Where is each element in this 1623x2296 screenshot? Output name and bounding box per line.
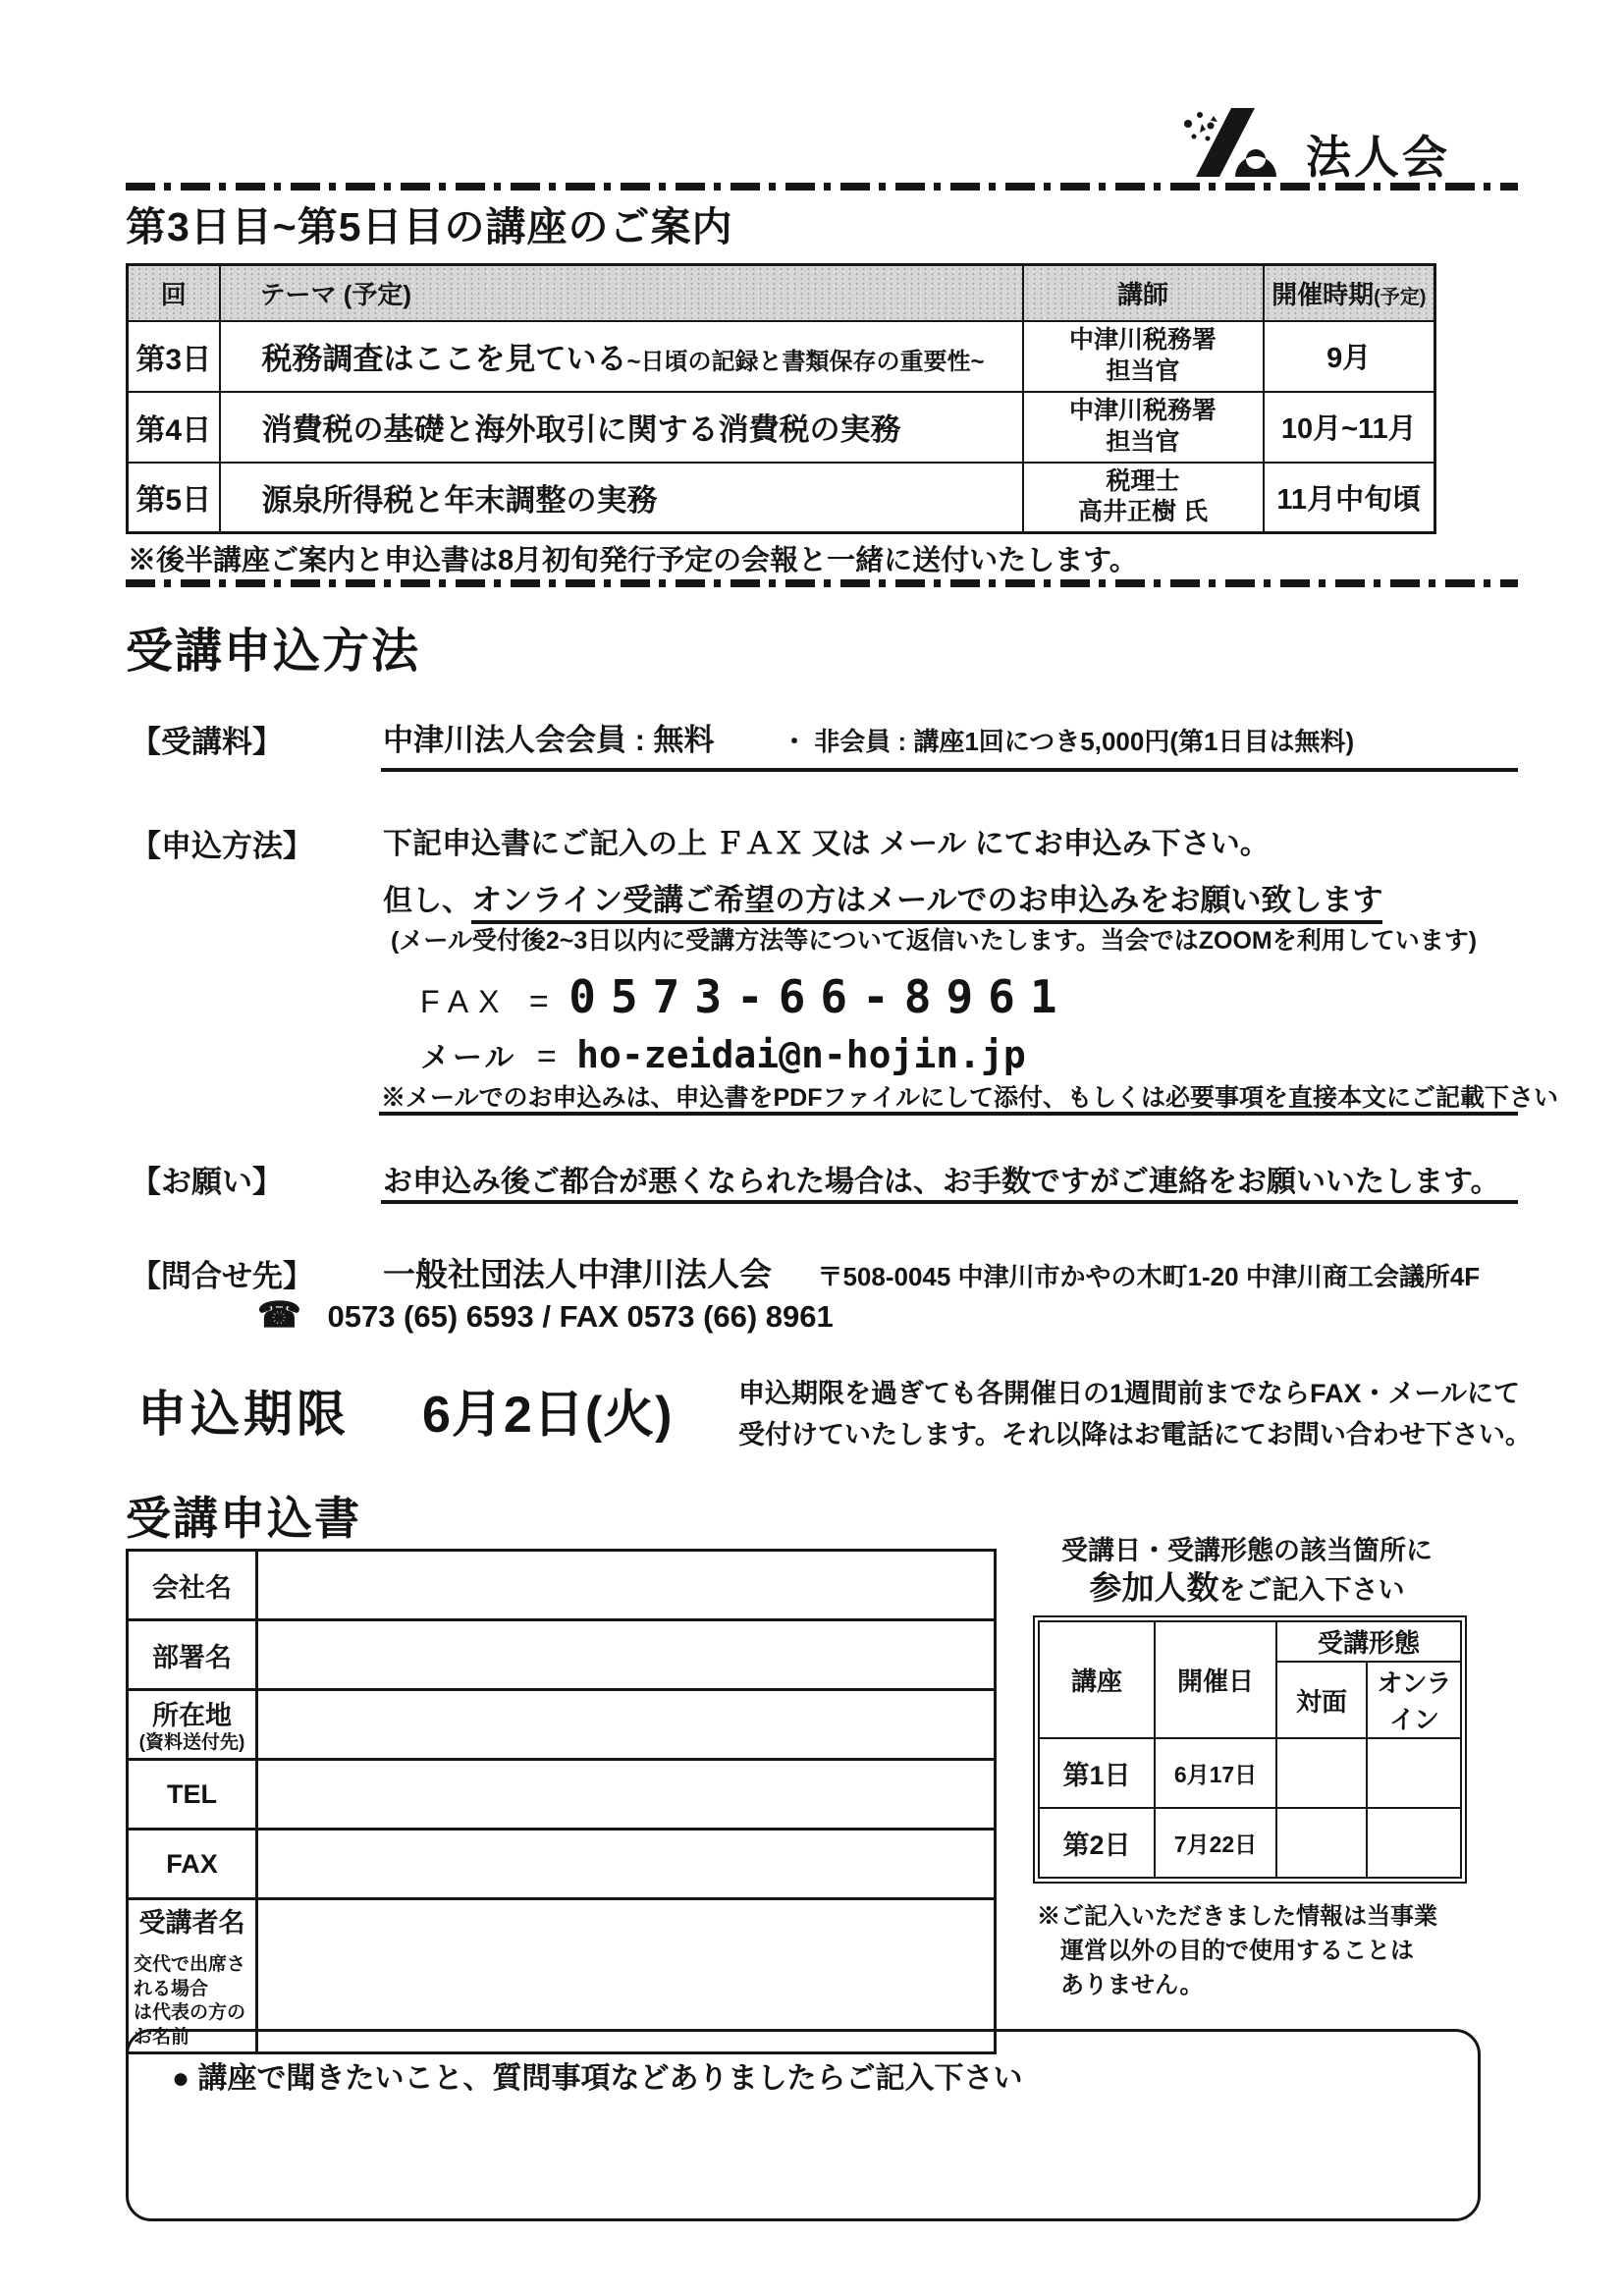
col-header-theme: テーマ (予定)	[220, 265, 1023, 321]
tel-label: TEL	[128, 1760, 257, 1830]
dash-dot-divider-middle	[126, 579, 1518, 587]
session-label: 第3日	[128, 321, 220, 392]
company-name-input-cell	[257, 1551, 996, 1620]
session-selection-table-frame	[1033, 1615, 1467, 1884]
course-guide-title: 第3日目~第5日目の講座のご案内	[126, 204, 733, 249]
mail-underline	[379, 1112, 1518, 1116]
attendance-instruction-line1: 受講日・受講形態の該当箇所に	[1061, 1536, 1433, 1565]
form-row-department	[128, 1620, 996, 1690]
inperson-col-header: 対面	[1276, 1662, 1367, 1738]
course-row-day5	[128, 463, 1435, 533]
form-row-address	[128, 1690, 996, 1760]
hojinkai-logo	[1178, 106, 1450, 184]
hojinkai-logo-icon	[1178, 106, 1294, 184]
fax-input-cell	[257, 1830, 996, 1899]
request-label: 【お願い】	[131, 1165, 283, 1199]
theme-cell: 源泉所得税と年末調整の実務	[220, 463, 1023, 533]
lecturer-cell: 中津川税務署 担当官	[1023, 392, 1264, 463]
company-name-label: 会社名	[128, 1551, 257, 1620]
lecturer-cell: 税理士 高井正樹 氏	[1023, 463, 1264, 533]
address-label: 所在地 (資料送付先)	[128, 1690, 257, 1760]
course-row-day3	[128, 321, 1435, 392]
col-header-session: 回	[128, 265, 220, 321]
address-sublabel: (資料送付先)	[138, 1732, 245, 1754]
session-row-day1	[1039, 1738, 1461, 1808]
address-input-cell	[257, 1690, 996, 1760]
privacy-note-line2: 運営以外の目的で使用することは	[1060, 1938, 1414, 1964]
application-form-table	[126, 1549, 997, 2054]
second-half-note: ※後半講座ご案内と申込書は8月初旬発行予定の会報と一緒に送付いたします。	[128, 545, 1138, 576]
inperson-count-cell	[1276, 1808, 1367, 1878]
contact-address: 〒508-0045 中津川市かやの木町1-20 中津川商工会議所4F	[817, 1262, 1481, 1291]
apply-but-text: 但し、	[383, 885, 471, 917]
fee-member-text: 中津川法人会会員 : 無料	[383, 723, 715, 757]
online-col-header: オンライン	[1367, 1662, 1461, 1738]
format-col-header: 受講形態	[1276, 1621, 1461, 1662]
theme-cell: 消費税の基礎と海外取引に関する消費税の実務	[220, 392, 1023, 463]
contact-org-line	[383, 1249, 1480, 1295]
apply-reply-note: (メール受付後2~3日以内に受講方法等について返信いたします。当会ではZOOMを利用しています)	[391, 927, 1478, 955]
attendee-name-label: 受講者名 交代で出席される場合 は代表の方のお名前	[128, 1899, 257, 2053]
course-row-day4	[128, 392, 1435, 463]
session-label: 第4日	[128, 392, 220, 463]
session-row-day2	[1039, 1808, 1461, 1878]
attendee-sublabel: 交代で出席される場合 は代表の方のお名前	[134, 1954, 246, 2049]
period-cell: 10月~11月	[1264, 392, 1435, 463]
apply-instruction-line2	[383, 875, 1382, 919]
privacy-note-line1: ※ご記入いただきました情報は当事業	[1037, 1903, 1437, 1930]
fax-number: 0573-66-8961	[568, 970, 1072, 1023]
form-row-company	[128, 1551, 996, 1620]
hojinkai-logo-text: 法人会	[1306, 132, 1450, 183]
session-selection-table	[1038, 1620, 1462, 1879]
contact-phone-numbers: 0573 (65) 6593 / FAX 0573 (66) 8961	[327, 1299, 834, 1334]
session-col-header: 講座	[1039, 1621, 1155, 1738]
col-header-period: 開催時期(予定)	[1264, 265, 1435, 321]
attendance-instruction-line2: 参加人数をご記入下さい	[1089, 1569, 1405, 1606]
mail-contact-line	[420, 1033, 1026, 1076]
fax-contact-line	[420, 970, 1072, 1023]
online-count-cell	[1367, 1808, 1461, 1878]
session-table-header-row1	[1039, 1621, 1461, 1662]
privacy-note-line3: ありません。	[1060, 1972, 1204, 1998]
deadline-note-line2: 受付けていたします。それ以降はお電話にてお問い合わせ下さい。	[738, 1420, 1532, 1449]
dash-dot-divider-top	[126, 183, 1518, 191]
form-row-tel	[128, 1760, 996, 1830]
fee-label: 【受講料】	[131, 725, 283, 759]
question-box-label: ● 講座で聞きたいこと、質問事項などありましたらご記入下さい	[172, 2062, 1023, 2095]
application-form-title: 受講申込書	[126, 1493, 361, 1544]
fax-label: FAX	[420, 984, 510, 1019]
apply-method-label: 【申込方法】	[131, 829, 313, 863]
fee-nonmember-text: ・ 非会員 : 講座1回につき5,000円(第1日目は無料)	[782, 727, 1355, 756]
session-date: 6月17日	[1155, 1738, 1276, 1808]
request-underline	[381, 1200, 1518, 1204]
lecturer-cell: 中津川税務署 担当官	[1023, 321, 1264, 392]
session-date: 7月22日	[1155, 1808, 1276, 1878]
period-cell: 9月	[1264, 321, 1435, 392]
fax-field-label: FAX	[128, 1830, 257, 1899]
period-cell: 11月中旬頃	[1264, 463, 1435, 533]
department-input-cell	[257, 1620, 996, 1690]
deadline-date: 6月2日(火)	[422, 1387, 674, 1444]
deadline-note	[738, 1373, 1532, 1455]
form-row-fax	[128, 1830, 996, 1899]
fee-underline	[381, 768, 1518, 772]
apply-online-emphasis: オンライン受講ご希望の方はメールでのお申込みをお願い致します	[471, 883, 1382, 924]
contact-label: 【問合せ先】	[131, 1259, 313, 1293]
session-name: 第2日	[1039, 1808, 1155, 1878]
course-schedule-table	[126, 263, 1436, 534]
contact-phone-line	[257, 1294, 834, 1336]
mail-label: メール	[420, 1042, 517, 1074]
mail-pdf-note: ※メールでのお申込みは、申込書をPDFファイルにして添付、もしくは必要事項を直接本文にご記載下さい	[381, 1084, 1559, 1112]
fee-content	[383, 715, 1354, 759]
theme-cell: 税務調査はここを見ている~日頃の記録と書類保存の重要性~	[220, 321, 1023, 392]
mail-address: ho-zeidai@n-hojin.jp	[576, 1033, 1026, 1076]
telephone-icon: ☎	[257, 1294, 301, 1335]
privacy-note	[1037, 1899, 1437, 2002]
request-text: お申込み後ご都合が悪くなられた場合は、お手数ですがご連絡をお願いいたします。	[383, 1166, 1500, 1198]
deadline-label: 申込期限	[137, 1387, 350, 1442]
equals-sign: =	[536, 1038, 557, 1075]
col-header-lecturer: 講師	[1023, 265, 1264, 321]
contact-organization: 一般社団法人中津川法人会	[383, 1256, 772, 1292]
equals-sign: =	[528, 983, 549, 1020]
apply-instruction-line1: 下記申込書にご記入の上 ＦＡＸ 又は メール にてお申込み下さい。	[383, 828, 1270, 860]
application-method-title: 受講申込方法	[126, 626, 421, 678]
date-col-header: 開催日	[1155, 1621, 1276, 1738]
session-label: 第5日	[128, 463, 220, 533]
session-name: 第1日	[1039, 1738, 1155, 1808]
online-count-cell	[1367, 1738, 1461, 1808]
course-table-header-row	[128, 265, 1435, 321]
attendance-instruction	[1016, 1532, 1478, 1609]
attendance-count-emphasis: 参加人数	[1089, 1569, 1219, 1606]
inperson-count-cell	[1276, 1738, 1367, 1808]
tel-input-cell	[257, 1760, 996, 1830]
deadline-note-line1: 申込期限を過ぎても各開催日の1週間前までならFAX・メールにて	[738, 1379, 1520, 1408]
question-entry-box	[126, 2029, 1481, 2221]
department-label: 部署名	[128, 1620, 257, 1690]
